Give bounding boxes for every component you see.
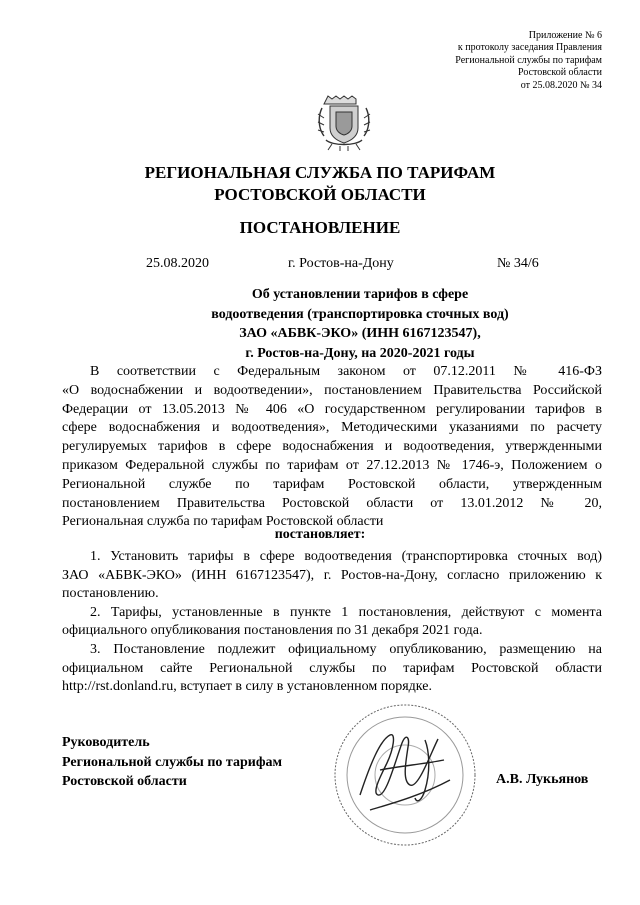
subject-line: Об установлении тарифов в сфере <box>251 287 469 302</box>
signatory-position <box>62 733 282 792</box>
preamble-line: Региональная служба по тарифам Ростовской области <box>62 514 384 530</box>
item-2-line: 2. Тарифы, установленные в пункте 1 постановления, действуют с момента <box>90 604 602 620</box>
appendix-line: Региональной службы по тарифам <box>455 54 602 66</box>
document-city: г. Ростов-на-Дону <box>288 256 394 271</box>
item-1-line: 1. Установить тарифы в сфере водоотведения (транспортировка сточных вод) <box>90 549 602 564</box>
preamble-line: приказом Федеральной службы по тарифам от 27.12.2013 № 1746-э, Положением о <box>62 457 602 473</box>
appendix-line: Приложение № 6 <box>528 30 602 41</box>
document-type: ПОСТАНОВЛЕНИЕ <box>239 218 401 237</box>
preamble-line: Федерации от 13.05.2013 № 406 «О государственном регулировании тарифов в <box>62 401 602 417</box>
item-2-line: официального опубликования постановления по 31 декабря 2021 года. <box>62 623 483 639</box>
appendix-line: к протоколу заседания Правления <box>457 42 602 54</box>
preamble-paragraph <box>62 363 602 532</box>
document-date: 25.08.2020 <box>146 256 209 271</box>
appendix-line: от 25.08.2020 № 34 <box>520 79 602 91</box>
document-subject <box>150 285 570 363</box>
preamble-line: постановлением Правительства Ростовской области от 13.01.2012 № 20, <box>62 495 602 511</box>
preamble-line: «О водоснабжении и водоотведении», постановлением Правительства Российской <box>62 382 602 398</box>
agency-header <box>0 162 640 206</box>
signatory-position-line: Региональной службы по тарифам <box>62 754 283 770</box>
agency-name-line-1: РЕГИОНАЛЬНАЯ СЛУЖБА ПО ТАРИФАМ <box>144 163 496 182</box>
item-1-line: постановлению. <box>62 586 159 602</box>
signatory-name: А.В. Лукьянов <box>496 772 589 787</box>
subject-line: ЗАО «АБВК-ЭКО» (ИНН 6167123547), <box>239 326 481 341</box>
appendix-note <box>382 30 602 92</box>
preamble-line: сфере водоснабжения и водоотведения», Методическими указаниями по расчету <box>62 420 602 436</box>
item-3-line: официальном сайте Региональной службы по тарифам Ростовской области <box>62 660 602 676</box>
subject-line: водоотведения (транспортировка сточных вод) <box>211 306 509 322</box>
item-1-line: ЗАО «АБВК-ЭКО» (ИНН 6167123547), г. Ростов-на-Дону, согласно приложению к <box>62 567 602 583</box>
document-number: № 34/6 <box>497 256 539 271</box>
decree-items <box>62 548 602 697</box>
subject-line: г. Ростов-на-Дону, на 2020-2021 годы <box>245 345 475 361</box>
signatory-position-line: Руководитель <box>62 735 150 750</box>
preamble-line: регулируемых тарифов в сфере водоснабжения и водоотведения, утвержденными <box>62 439 602 455</box>
preamble-line: Региональной службе по тарифам Ростовской области, утвержденным <box>62 476 602 492</box>
decree-word: постановляет: <box>274 527 366 542</box>
coat-of-arms-icon <box>316 92 372 152</box>
item-3-line: 3. Постановление подлежит официальному опубликованию, размещению на <box>90 641 602 657</box>
preamble-line: В соответствии с Федеральным законом от 07.12.2011 № 416-ФЗ <box>90 364 602 379</box>
signature-seal-icon <box>330 700 480 850</box>
signatory-position-line: Ростовской области <box>62 774 187 789</box>
agency-name-line-2: РОСТОВСКОЙ ОБЛАСТИ <box>214 185 426 204</box>
item-3-line: http://rst.donland.ru, вступает в силу в установленном порядке. <box>62 679 432 695</box>
appendix-line: Ростовской области <box>518 67 602 79</box>
